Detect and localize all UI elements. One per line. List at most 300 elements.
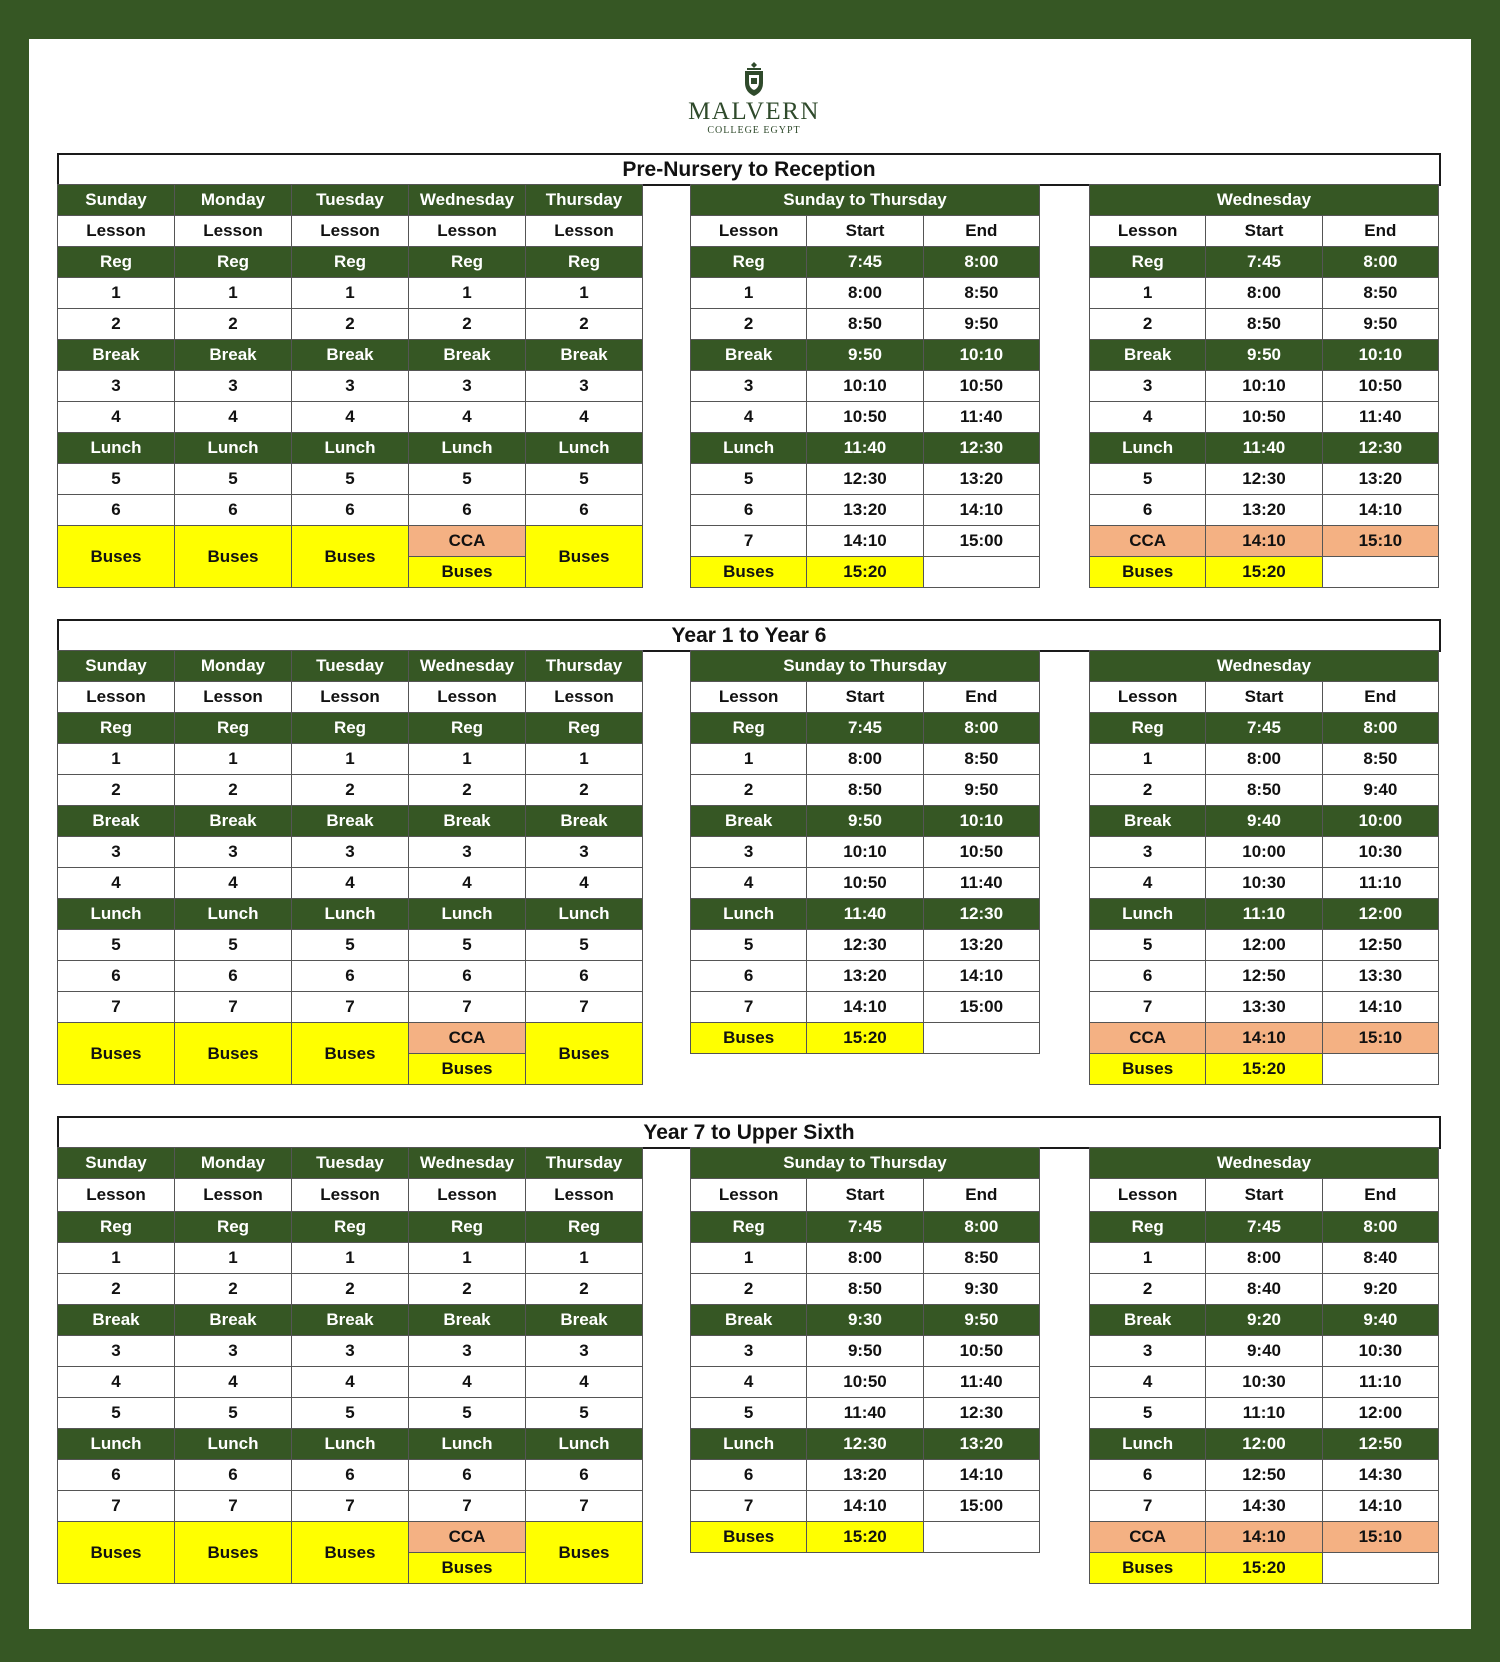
period-3: 3 <box>175 371 292 402</box>
row-start: 10:10 <box>807 371 923 402</box>
row-lesson: 2 <box>691 1274 807 1305</box>
period-3: 3 <box>175 837 292 868</box>
lesson-header: Lesson <box>526 1179 643 1212</box>
period-3: 3 <box>292 371 409 402</box>
period-reg: Reg <box>58 713 175 744</box>
col-lesson: Lesson <box>1090 216 1206 247</box>
row-lesson: 1 <box>691 1243 807 1274</box>
period-break: Break <box>292 806 409 837</box>
period-6: 6 <box>175 495 292 526</box>
row-end: 12:50 <box>1322 930 1438 961</box>
period-3: 3 <box>292 1336 409 1367</box>
period-6: 6 <box>526 1460 643 1491</box>
row-end: 8:00 <box>1322 1212 1438 1243</box>
row-lesson: Reg <box>1090 1212 1206 1243</box>
row-start: 9:20 <box>1206 1305 1322 1336</box>
period-1: 1 <box>175 744 292 775</box>
row-start: 12:30 <box>807 930 923 961</box>
row-lesson: 5 <box>691 930 807 961</box>
buses-cell: Buses <box>175 526 292 588</box>
period-4: 4 <box>58 1367 175 1398</box>
row-start: 10:30 <box>1206 1367 1322 1398</box>
row-start: 8:50 <box>807 309 923 340</box>
row-end: 10:50 <box>923 1336 1039 1367</box>
times-title: Sunday to Thursday <box>691 185 1040 216</box>
row-end: 9:50 <box>923 775 1039 806</box>
day-header: Tuesday <box>292 1148 409 1179</box>
day-header: Monday <box>175 1148 292 1179</box>
lesson-header: Lesson <box>58 216 175 247</box>
row-end: 12:50 <box>1322 1429 1438 1460</box>
row-start: 7:45 <box>807 1212 923 1243</box>
row-end: 11:10 <box>1322 1367 1438 1398</box>
lesson-header: Lesson <box>58 1179 175 1212</box>
row-lesson: Break <box>691 340 807 371</box>
period-7: 7 <box>58 1491 175 1522</box>
row-lesson: 2 <box>1090 1274 1206 1305</box>
row-end: 15:00 <box>923 1491 1039 1522</box>
period-5: 5 <box>409 930 526 961</box>
buses-cell: Buses <box>409 1553 526 1584</box>
row-end: 10:10 <box>923 340 1039 371</box>
period-break: Break <box>58 1305 175 1336</box>
period-3: 3 <box>409 371 526 402</box>
period-5: 5 <box>175 1398 292 1429</box>
buses-time: 15:20 <box>1206 1553 1322 1584</box>
row-end: 11:40 <box>1322 402 1438 433</box>
row-start: 7:45 <box>1206 713 1322 744</box>
period-reg: Reg <box>526 713 643 744</box>
period-reg: Reg <box>409 1212 526 1243</box>
row-lesson: Lunch <box>1090 1429 1206 1460</box>
row-end: 8:40 <box>1322 1243 1438 1274</box>
row-lesson: 1 <box>691 278 807 309</box>
period-7: 7 <box>292 1491 409 1522</box>
row-end: 12:00 <box>1322 1398 1438 1429</box>
cca-start: 14:10 <box>1206 1023 1322 1054</box>
buses-label: Buses <box>691 1023 807 1054</box>
empty-cell <box>1322 1054 1438 1085</box>
row-lesson: Lunch <box>691 433 807 464</box>
buses-cell: Buses <box>58 526 175 588</box>
row-end: 14:10 <box>923 1460 1039 1491</box>
period-break: Break <box>409 1305 526 1336</box>
wednesday-times <box>1089 650 1439 1085</box>
cca-start: 14:10 <box>1206 526 1322 557</box>
row-start: 8:00 <box>1206 744 1322 775</box>
period-5: 5 <box>175 464 292 495</box>
period-lunch: Lunch <box>292 899 409 930</box>
row-start: 9:50 <box>807 340 923 371</box>
period-lunch: Lunch <box>175 433 292 464</box>
row-lesson: 3 <box>1090 371 1206 402</box>
row-end: 11:40 <box>923 1367 1039 1398</box>
period-5: 5 <box>526 1398 643 1429</box>
empty-cell <box>923 557 1039 588</box>
col-lesson: Lesson <box>1090 1179 1206 1212</box>
row-lesson: 4 <box>1090 868 1206 899</box>
row-lesson: Reg <box>691 1212 807 1243</box>
row-start: 7:45 <box>1206 1212 1322 1243</box>
wednesday-times <box>1089 1147 1439 1584</box>
row-lesson: 3 <box>1090 837 1206 868</box>
section-title: Pre-Nursery to Reception <box>57 153 1441 186</box>
col-start: Start <box>1206 1179 1322 1212</box>
period-1: 1 <box>526 1243 643 1274</box>
period-7: 7 <box>58 992 175 1023</box>
day-header: Thursday <box>526 1148 643 1179</box>
period-4: 4 <box>58 402 175 433</box>
row-end: 11:40 <box>923 402 1039 433</box>
brand-subtitle: COLLEGE EGYPT <box>707 125 801 136</box>
day-header: Wednesday <box>409 651 526 682</box>
row-start: 7:45 <box>1206 247 1322 278</box>
period-7: 7 <box>526 1491 643 1522</box>
buses-cell: Buses <box>292 1023 409 1085</box>
buses-cell: Buses <box>526 526 643 588</box>
buses-label: Buses <box>1090 1054 1206 1085</box>
row-end: 12:30 <box>1322 433 1438 464</box>
period-2: 2 <box>409 1274 526 1305</box>
row-start: 9:40 <box>1206 806 1322 837</box>
lesson-header: Lesson <box>175 216 292 247</box>
row-end: 11:40 <box>923 868 1039 899</box>
buses-cell: Buses <box>526 1522 643 1584</box>
period-lunch: Lunch <box>175 1429 292 1460</box>
period-4: 4 <box>526 868 643 899</box>
col-end: End <box>1322 216 1438 247</box>
row-end: 13:20 <box>923 464 1039 495</box>
day-header: Monday <box>175 651 292 682</box>
row-end: 8:00 <box>923 247 1039 278</box>
period-break: Break <box>526 340 643 371</box>
buses-time: 15:20 <box>1206 1054 1322 1085</box>
period-reg: Reg <box>292 1212 409 1243</box>
row-end: 8:50 <box>1322 744 1438 775</box>
period-4: 4 <box>292 1367 409 1398</box>
period-6: 6 <box>58 1460 175 1491</box>
row-end: 12:30 <box>923 1398 1039 1429</box>
row-end: 8:50 <box>1322 278 1438 309</box>
row-lesson: 3 <box>691 837 807 868</box>
row-lesson: 7 <box>691 526 807 557</box>
day-header: Sunday <box>58 651 175 682</box>
period-reg: Reg <box>175 247 292 278</box>
row-lesson: 4 <box>1090 1367 1206 1398</box>
row-start: 10:00 <box>1206 837 1322 868</box>
row-lesson: 2 <box>1090 309 1206 340</box>
row-end: 14:10 <box>923 961 1039 992</box>
period-5: 5 <box>58 464 175 495</box>
crest-icon <box>741 61 767 97</box>
period-5: 5 <box>409 464 526 495</box>
row-lesson: Reg <box>1090 713 1206 744</box>
period-3: 3 <box>58 837 175 868</box>
col-end: End <box>923 682 1039 713</box>
row-end: 9:50 <box>923 309 1039 340</box>
row-lesson: 5 <box>691 1398 807 1429</box>
row-lesson: Break <box>1090 806 1206 837</box>
row-start: 8:00 <box>1206 278 1322 309</box>
row-end: 8:50 <box>923 278 1039 309</box>
lesson-header: Lesson <box>292 216 409 247</box>
row-lesson: 4 <box>691 402 807 433</box>
period-4: 4 <box>526 1367 643 1398</box>
period-7: 7 <box>409 992 526 1023</box>
period-4: 4 <box>409 1367 526 1398</box>
lesson-header: Lesson <box>526 682 643 713</box>
buses-cell: Buses <box>292 526 409 588</box>
row-lesson: 7 <box>691 992 807 1023</box>
cca-end: 15:10 <box>1322 1023 1438 1054</box>
buses-time: 15:20 <box>807 557 923 588</box>
row-start: 10:50 <box>807 868 923 899</box>
section-title: Year 7 to Upper Sixth <box>57 1116 1441 1149</box>
row-start: 13:20 <box>807 1460 923 1491</box>
row-start: 12:30 <box>807 1429 923 1460</box>
period-2: 2 <box>292 309 409 340</box>
row-end: 10:10 <box>1322 340 1438 371</box>
row-start: 14:10 <box>807 1491 923 1522</box>
row-start: 12:30 <box>1206 464 1322 495</box>
buses-cell: Buses <box>409 1054 526 1085</box>
period-3: 3 <box>409 1336 526 1367</box>
timetable-page <box>29 39 1471 1629</box>
period-5: 5 <box>409 1398 526 1429</box>
cca-label: CCA <box>1090 1023 1206 1054</box>
col-start: Start <box>1206 216 1322 247</box>
period-reg: Reg <box>58 1212 175 1243</box>
row-end: 10:50 <box>1322 371 1438 402</box>
period-5: 5 <box>292 930 409 961</box>
col-end: End <box>923 216 1039 247</box>
row-end: 13:30 <box>1322 961 1438 992</box>
lesson-header: Lesson <box>175 682 292 713</box>
row-lesson: Break <box>691 1305 807 1336</box>
row-end: 10:50 <box>923 837 1039 868</box>
period-3: 3 <box>58 371 175 402</box>
period-5: 5 <box>175 930 292 961</box>
row-start: 14:10 <box>807 992 923 1023</box>
col-lesson: Lesson <box>691 216 807 247</box>
period-2: 2 <box>292 1274 409 1305</box>
period-5: 5 <box>292 464 409 495</box>
row-start: 8:40 <box>1206 1274 1322 1305</box>
day-grid <box>57 1147 643 1584</box>
period-1: 1 <box>292 744 409 775</box>
period-lunch: Lunch <box>409 1429 526 1460</box>
row-start: 11:40 <box>807 899 923 930</box>
row-lesson: Lunch <box>1090 433 1206 464</box>
row-start: 12:30 <box>807 464 923 495</box>
period-reg: Reg <box>409 247 526 278</box>
empty-cell <box>923 1023 1039 1054</box>
row-lesson: 6 <box>1090 961 1206 992</box>
period-6: 6 <box>58 961 175 992</box>
lesson-header: Lesson <box>292 682 409 713</box>
row-start: 12:50 <box>1206 961 1322 992</box>
period-3: 3 <box>526 837 643 868</box>
period-6: 6 <box>292 961 409 992</box>
period-break: Break <box>409 806 526 837</box>
row-end: 14:10 <box>1322 992 1438 1023</box>
row-end: 9:50 <box>923 1305 1039 1336</box>
period-2: 2 <box>409 309 526 340</box>
period-1: 1 <box>292 1243 409 1274</box>
row-start: 13:20 <box>807 961 923 992</box>
period-4: 4 <box>292 402 409 433</box>
cca-start: 14:10 <box>1206 1522 1322 1553</box>
period-1: 1 <box>409 744 526 775</box>
day-header: Monday <box>175 185 292 216</box>
cca-cell: CCA <box>409 1522 526 1553</box>
period-break: Break <box>292 1305 409 1336</box>
row-end: 8:00 <box>1322 247 1438 278</box>
period-break: Break <box>526 1305 643 1336</box>
row-start: 8:50 <box>1206 309 1322 340</box>
buses-time: 15:20 <box>1206 557 1322 588</box>
period-break: Break <box>175 1305 292 1336</box>
period-reg: Reg <box>58 247 175 278</box>
brand-name: MALVERN <box>688 98 820 125</box>
period-3: 3 <box>526 371 643 402</box>
col-end: End <box>1322 682 1438 713</box>
row-start: 13:20 <box>1206 495 1322 526</box>
times-title: Sunday to Thursday <box>691 1148 1040 1179</box>
empty-cell <box>1322 1553 1438 1584</box>
school-logo <box>669 61 839 136</box>
row-end: 14:30 <box>1322 1460 1438 1491</box>
cca-end: 15:10 <box>1322 526 1438 557</box>
row-lesson: 1 <box>1090 1243 1206 1274</box>
period-break: Break <box>175 340 292 371</box>
period-3: 3 <box>292 837 409 868</box>
buses-cell: Buses <box>175 1522 292 1584</box>
row-lesson: 2 <box>691 775 807 806</box>
row-start: 11:10 <box>1206 1398 1322 1429</box>
row-end: 9:40 <box>1322 775 1438 806</box>
period-5: 5 <box>292 1398 409 1429</box>
row-lesson: 4 <box>691 1367 807 1398</box>
row-end: 8:00 <box>923 1212 1039 1243</box>
row-lesson: Lunch <box>691 899 807 930</box>
row-start: 9:50 <box>807 1336 923 1367</box>
row-start: 11:10 <box>1206 899 1322 930</box>
row-end: 10:00 <box>1322 806 1438 837</box>
day-header: Thursday <box>526 651 643 682</box>
row-end: 9:50 <box>1322 309 1438 340</box>
row-lesson: 2 <box>691 309 807 340</box>
row-lesson: Lunch <box>691 1429 807 1460</box>
row-end: 14:10 <box>923 495 1039 526</box>
row-lesson: Break <box>1090 340 1206 371</box>
row-start: 10:10 <box>1206 371 1322 402</box>
period-6: 6 <box>292 1460 409 1491</box>
period-break: Break <box>58 806 175 837</box>
day-grid <box>57 184 643 588</box>
cca-end: 15:10 <box>1322 1522 1438 1553</box>
buses-cell: Buses <box>175 1023 292 1085</box>
period-6: 6 <box>409 961 526 992</box>
period-7: 7 <box>175 992 292 1023</box>
period-2: 2 <box>175 309 292 340</box>
buses-label: Buses <box>691 557 807 588</box>
times-title: Wednesday <box>1090 651 1439 682</box>
period-3: 3 <box>58 1336 175 1367</box>
row-start: 10:50 <box>1206 402 1322 433</box>
buses-label: Buses <box>1090 1553 1206 1584</box>
period-break: Break <box>526 806 643 837</box>
buses-cell: Buses <box>58 1522 175 1584</box>
period-2: 2 <box>526 309 643 340</box>
buses-label: Buses <box>691 1522 807 1553</box>
period-2: 2 <box>58 775 175 806</box>
period-6: 6 <box>292 495 409 526</box>
row-start: 9:50 <box>1206 340 1322 371</box>
row-lesson: 5 <box>1090 930 1206 961</box>
row-lesson: 6 <box>1090 495 1206 526</box>
day-header: Tuesday <box>292 651 409 682</box>
period-lunch: Lunch <box>58 433 175 464</box>
buses-cell: Buses <box>409 557 526 588</box>
day-header: Wednesday <box>409 185 526 216</box>
row-end: 10:10 <box>923 806 1039 837</box>
period-lunch: Lunch <box>175 899 292 930</box>
row-start: 8:50 <box>1206 775 1322 806</box>
period-6: 6 <box>526 495 643 526</box>
buses-cell: Buses <box>58 1023 175 1085</box>
row-start: 13:30 <box>1206 992 1322 1023</box>
period-2: 2 <box>58 1274 175 1305</box>
period-6: 6 <box>409 495 526 526</box>
period-1: 1 <box>58 278 175 309</box>
period-5: 5 <box>58 930 175 961</box>
buses-time: 15:20 <box>807 1522 923 1553</box>
row-end: 10:50 <box>923 371 1039 402</box>
period-4: 4 <box>409 868 526 899</box>
period-reg: Reg <box>292 713 409 744</box>
lesson-header: Lesson <box>409 682 526 713</box>
row-start: 8:00 <box>1206 1243 1322 1274</box>
row-end: 14:10 <box>1322 1491 1438 1522</box>
col-end: End <box>1322 1179 1438 1212</box>
row-lesson: 5 <box>1090 1398 1206 1429</box>
period-1: 1 <box>58 1243 175 1274</box>
period-reg: Reg <box>175 713 292 744</box>
period-6: 6 <box>409 1460 526 1491</box>
cca-cell: CCA <box>409 1023 526 1054</box>
row-end: 9:30 <box>923 1274 1039 1305</box>
empty-cell <box>1322 557 1438 588</box>
row-start: 13:20 <box>807 495 923 526</box>
col-lesson: Lesson <box>691 682 807 713</box>
col-lesson: Lesson <box>691 1179 807 1212</box>
empty-cell <box>923 1522 1039 1553</box>
row-start: 9:50 <box>807 806 923 837</box>
sunday-thursday-times <box>690 650 1040 1054</box>
lesson-header: Lesson <box>292 1179 409 1212</box>
col-end: End <box>923 1179 1039 1212</box>
sunday-thursday-times <box>690 1147 1040 1553</box>
period-3: 3 <box>175 1336 292 1367</box>
cca-label: CCA <box>1090 526 1206 557</box>
row-end: 8:00 <box>923 713 1039 744</box>
row-lesson: 3 <box>691 1336 807 1367</box>
period-3: 3 <box>409 837 526 868</box>
row-start: 12:00 <box>1206 930 1322 961</box>
period-reg: Reg <box>526 1212 643 1243</box>
day-header: Wednesday <box>409 1148 526 1179</box>
